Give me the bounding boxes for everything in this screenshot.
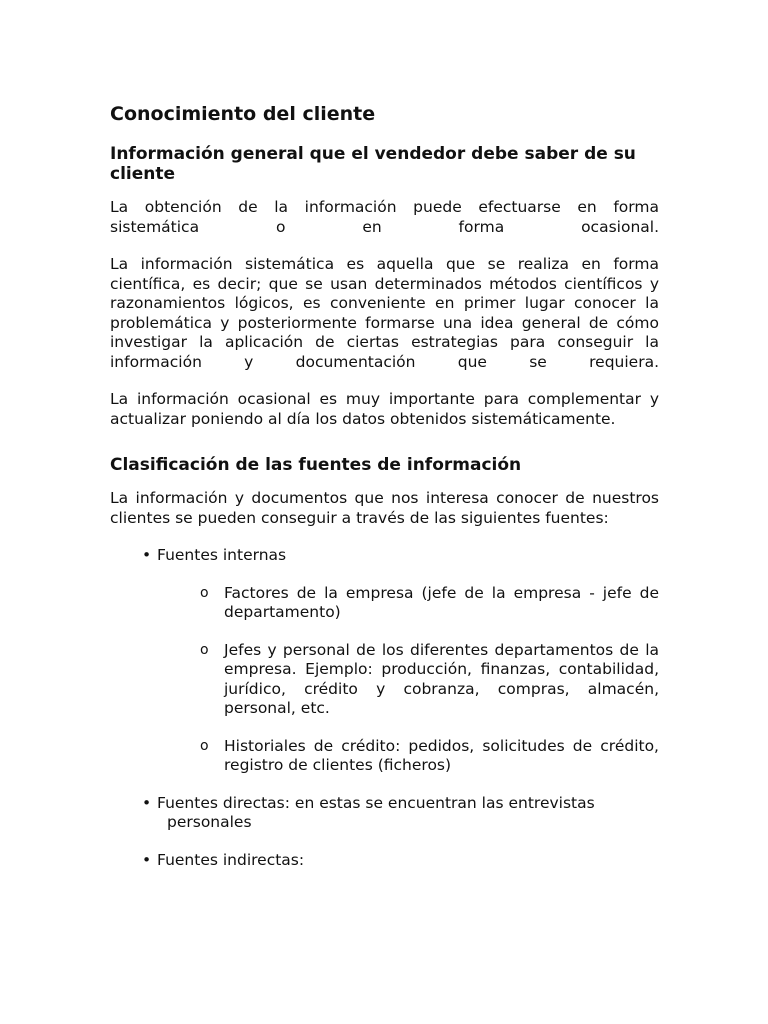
list-item-fuentes-directas bbox=[110, 794, 659, 833]
circle-bullet-icon: o bbox=[200, 584, 209, 601]
sublist-item-text: Jefes y personal de los diferentes departamentos de la empresa. Ejemplo: producción, finanzas, contabilidad, jurídico, crédito y cobranza, compras, almacén, personal, etc. bbox=[224, 640, 659, 717]
sublist-item-historiales bbox=[200, 736, 659, 776]
bullet-icon: • bbox=[142, 793, 152, 812]
paragraph-obtencion: La obtención de la información puede efectuarse en forma sistemática o en forma ocasional. bbox=[110, 198, 659, 236]
paragraph-sistematica: La información sistemática es aquella que se realiza en forma científica, es decir; que se usan determinados métodos científicos y razonamientos lógicos, es conveniente en primer lugar conocer la problemática y posteriormente formarse una idea general de cómo investigar la aplicación de ciertas estrategias para conseguir la información y documentación que se requiera. bbox=[110, 255, 659, 371]
document-title: Conocimiento del cliente bbox=[110, 103, 376, 125]
sublist-item-text: Historiales de crédito: pedidos, solicitudes de crédito, registro de clientes (ficheros) bbox=[224, 736, 659, 774]
document-page bbox=[110, 102, 659, 888]
list-item-label-line2: personales bbox=[167, 813, 252, 831]
paragraph-ocasional: La información ocasional es muy importante para complementar y actualizar poniendo al día los datos obtenidos sistemáticamente. bbox=[110, 390, 659, 428]
circle-bullet-icon: o bbox=[200, 641, 209, 658]
sources-list bbox=[110, 546, 659, 870]
sublist-item-jefes bbox=[200, 640, 659, 719]
sublist-item-text: Factores de la empresa (jefe de la empresa - jefe de departamento) bbox=[224, 583, 659, 621]
sources-sublist bbox=[157, 584, 659, 776]
section-heading-informacion-general: Información general que el vendedor debe saber de su cliente bbox=[110, 144, 636, 184]
bullet-icon: • bbox=[142, 850, 152, 869]
list-item-fuentes-internas bbox=[110, 546, 659, 776]
section-heading-clasificacion: Clasificación de las fuentes de información bbox=[110, 455, 522, 475]
sublist-item-factores bbox=[200, 583, 659, 623]
paragraph-fuentes-intro: La información y documentos que nos interesa conocer de nuestros clientes se pueden conseguir a través de las siguientes fuentes: bbox=[110, 489, 659, 527]
list-item-label: Fuentes internas bbox=[157, 546, 287, 564]
list-item-fuentes-indirectas bbox=[110, 851, 659, 871]
list-item-label-line1: Fuentes directas: en estas se encuentran las entrevistas bbox=[157, 793, 595, 812]
circle-bullet-icon: o bbox=[200, 737, 209, 754]
bullet-icon: • bbox=[142, 546, 152, 564]
list-item-label: Fuentes indirectas: bbox=[157, 850, 305, 869]
